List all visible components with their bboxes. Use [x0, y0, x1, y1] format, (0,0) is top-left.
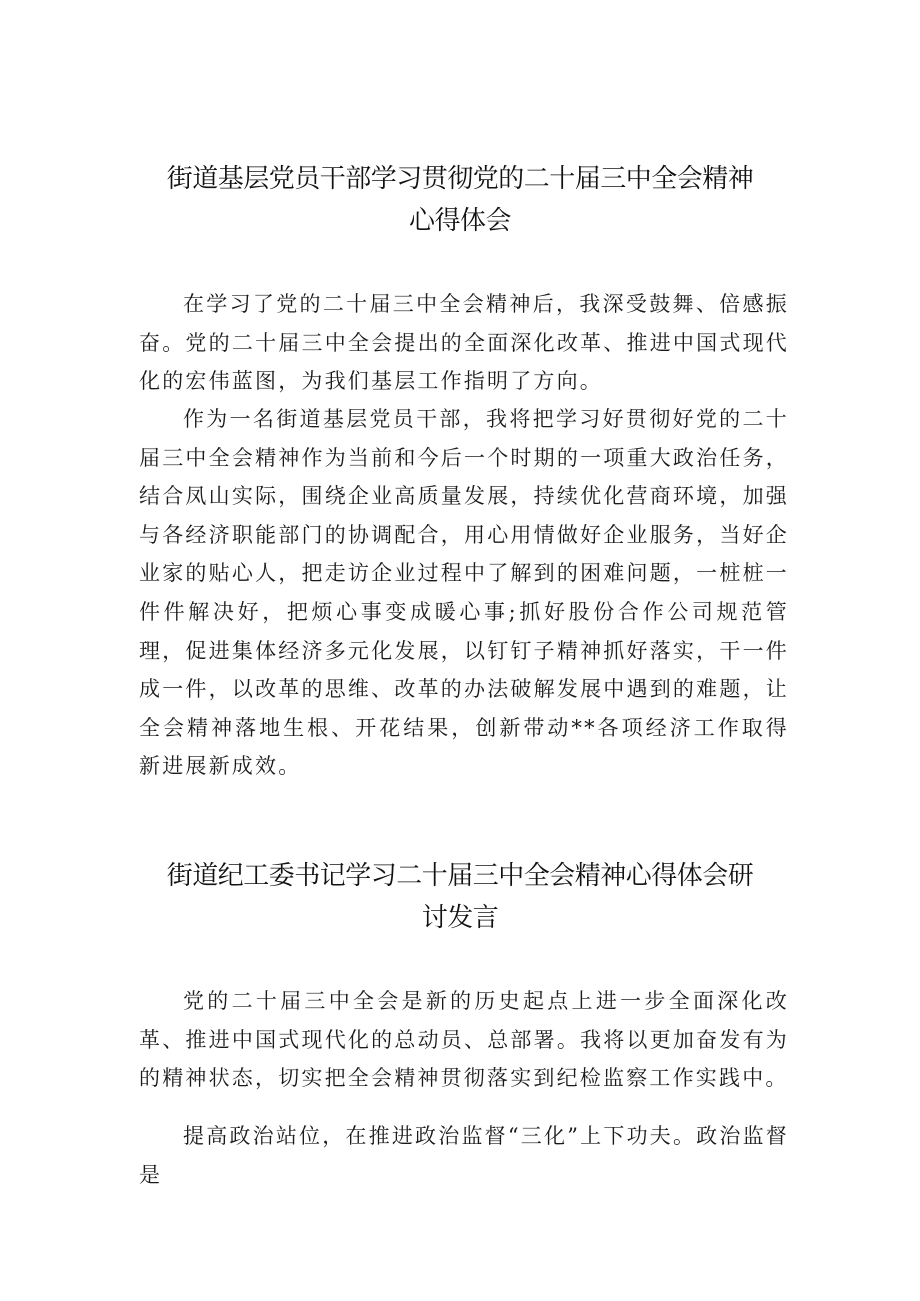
- section-1-title-line-2: 心得体会: [408, 206, 511, 236]
- section-1-title: [130, 158, 790, 242]
- section-2-title-line-2: 讨发言: [421, 903, 499, 933]
- section-2-title-line-1: 街道纪工委书记学习二十届三中全会精神心得体会研: [166, 861, 754, 891]
- section-1-paragraph-2: 作为一名街道基层党员干部，我将把学习好贯彻好党的二十届三中全会精神作为当前和今后一个时期的一项重大政治任务，结合凤山实际，围绕企业高质量发展，持续优化营商环境，加强与各经济职能部门的协调配合，用心用情做好企业服务，当好企业家的贴心人，把走访企业过程中了解到的困难问题，一桩桩一件件解决好，把烦心事变成暖心事;抓好股份合作公司规范管理，促进集体经济多元化发展，以钉钉子精神抓好落实，干一件成一件，以改革的思维、改革的办法破解发展中遇到的难题，让全会精神落地生根、开花结果，创新带动**各项经济工作取得新进展新成效。: [139, 407, 789, 779]
- section-1-title-line-1: 街道基层党员干部学习贯彻党的二十届三中全会精神: [166, 164, 754, 194]
- section-2-title: [130, 855, 790, 939]
- section-2-paragraph-1: 党的二十届三中全会是新的历史起点上进一步全面深化改革、推进中国式现代化的总动员、总部署。我将以更加奋发有为的精神状态，切实把全会精神贯彻落实到纪检监察工作实践中。: [139, 989, 789, 1091]
- section-2-paragraph-2: 提高政治站位，在推进政治监督“三化”上下功夫。政治监督是: [139, 1124, 789, 1187]
- section-1-paragraph-1: 在学习了党的二十届三中全会精神后，我深受鼓舞、倍感振奋。党的二十届三中全会提出的全面深化改革、推进中国式现代化的宏伟蓝图，为我们基层工作指明了方向。: [139, 292, 789, 394]
